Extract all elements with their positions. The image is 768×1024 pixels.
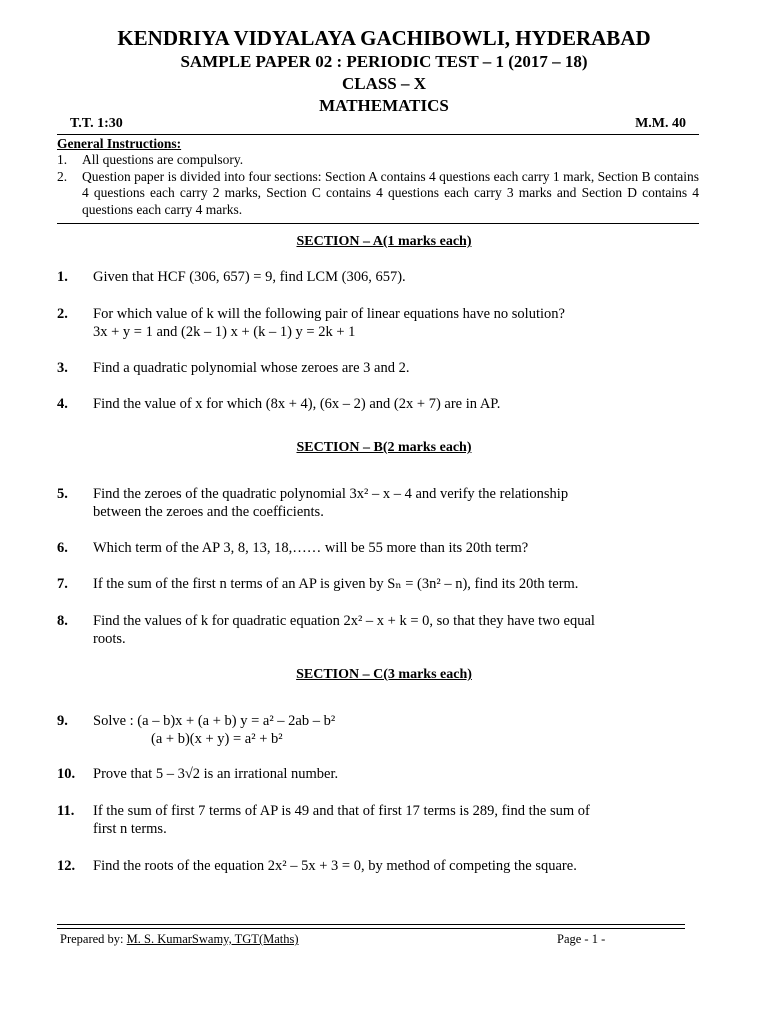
- question-equation: 3x + y = 1 and (2k – 1) x + (k – 1) y = 2k + 1: [93, 324, 356, 340]
- section-a-title: SECTION – A(1 marks each): [296, 234, 472, 249]
- header-divider: [57, 134, 699, 135]
- instruction-text: All questions are compulsory.: [82, 152, 244, 167]
- question-3: [57, 359, 699, 377]
- question-text: If the sum of the first n terms of an AP is given by Sₙ = (3n² – n), find its 20th term.: [93, 576, 579, 592]
- instruction-item: [57, 152, 699, 169]
- question-number: 4.: [57, 396, 68, 412]
- instruction-text: Question paper is divided into four sections: Section A contains 4 questions each carry 1 mark, Section B contains 4 questions each carry 2 marks, Section C contains 4 questions each carry 3 marks and Section D contains 4 questions each carry 4 marks.: [82, 168, 699, 217]
- question-number: 8.: [57, 613, 68, 629]
- prepared-by: [60, 932, 299, 947]
- question-9: [57, 712, 699, 748]
- question-equation: Solve : (a – b)x + (a + b) y = a² – 2ab – b²: [93, 713, 336, 729]
- author-name: M. S. KumarSwamy, TGT(Maths): [126, 932, 299, 946]
- question-text: Given that HCF (306, 657) = 9, find LCM (306, 657).: [93, 269, 406, 285]
- question-number: 5.: [57, 486, 68, 502]
- question-text-line: For which value of k will the following pair of linear equations have no solution?: [93, 306, 565, 322]
- instruction-number: 2.: [57, 168, 68, 184]
- question-number: 11.: [57, 803, 75, 819]
- class-label: CLASS – X: [341, 74, 427, 93]
- question-number: 1.: [57, 269, 68, 285]
- question-number: 12.: [57, 858, 76, 874]
- instructions-heading: General Instructions:: [57, 136, 182, 151]
- question-2: [57, 305, 699, 341]
- question-text: Prove that 5 – 3√2 is an irrational number.: [93, 766, 339, 782]
- footer-divider: [57, 924, 685, 925]
- maximum-marks: M.M. 40: [635, 116, 686, 131]
- question-12: [57, 857, 699, 875]
- subject-label: MATHEMATICS: [319, 96, 449, 115]
- question-text-line: roots.: [93, 631, 126, 647]
- paper-title: SAMPLE PAPER 02 : PERIODIC TEST – 1 (2017 – 18): [180, 52, 588, 71]
- question-text-line: Find the values of k for quadratic equation 2x² – x + k = 0, so that they have two equal: [93, 613, 595, 629]
- question-text: Find the value of x for which (8x + 4), (6x – 2) and (2x + 7) are in AP.: [93, 396, 501, 412]
- question-number: 9.: [57, 713, 68, 729]
- time-allowed: T.T. 1:30: [70, 116, 123, 131]
- question-5: [57, 485, 699, 521]
- page-number: Page - 1 -: [557, 932, 606, 946]
- question-10: [57, 765, 699, 783]
- instruction-number: 1.: [57, 152, 68, 167]
- question-equation: (a + b)(x + y) = a² + b²: [151, 731, 283, 747]
- question-text-line: first n terms.: [93, 821, 167, 837]
- instruction-item: [57, 169, 699, 219]
- school-name: KENDRIYA VIDYALAYA GACHIBOWLI, HYDERABAD: [117, 26, 651, 50]
- question-6: [57, 539, 699, 557]
- question-4: [57, 395, 699, 413]
- section-c-title: SECTION – C(3 marks each): [296, 667, 472, 682]
- question-text: Find a quadratic polynomial whose zeroes are 3 and 2.: [93, 360, 410, 376]
- question-text-line: between the zeroes and the coefficients.: [93, 504, 324, 520]
- question-1: [57, 268, 699, 286]
- question-number: 10.: [57, 766, 76, 782]
- question-11: [57, 802, 699, 838]
- instructions-list: [57, 152, 699, 218]
- question-7: [57, 575, 699, 593]
- question-number: 6.: [57, 540, 68, 556]
- question-text-line: If the sum of first 7 terms of AP is 49 and that of first 17 terms is 289, find the sum of: [93, 803, 590, 819]
- question-text: Find the roots of the equation 2x² – 5x + 3 = 0, by method of competing the square.: [93, 858, 577, 874]
- question-number: 7.: [57, 576, 68, 592]
- question-number: 2.: [57, 306, 68, 322]
- instructions-divider: [57, 223, 699, 224]
- footer-divider: [57, 928, 685, 929]
- prepared-by-label: Prepared by:: [60, 932, 124, 946]
- section-b-title: SECTION – B(2 marks each): [296, 440, 472, 455]
- question-number: 3.: [57, 360, 68, 376]
- question-text-line: Find the zeroes of the quadratic polynomial 3x² – x – 4 and verify the relationship: [93, 486, 569, 502]
- question-8: [57, 612, 699, 648]
- question-text: Which term of the AP 3, 8, 13, 18,…… will be 55 more than its 20th term?: [93, 540, 529, 556]
